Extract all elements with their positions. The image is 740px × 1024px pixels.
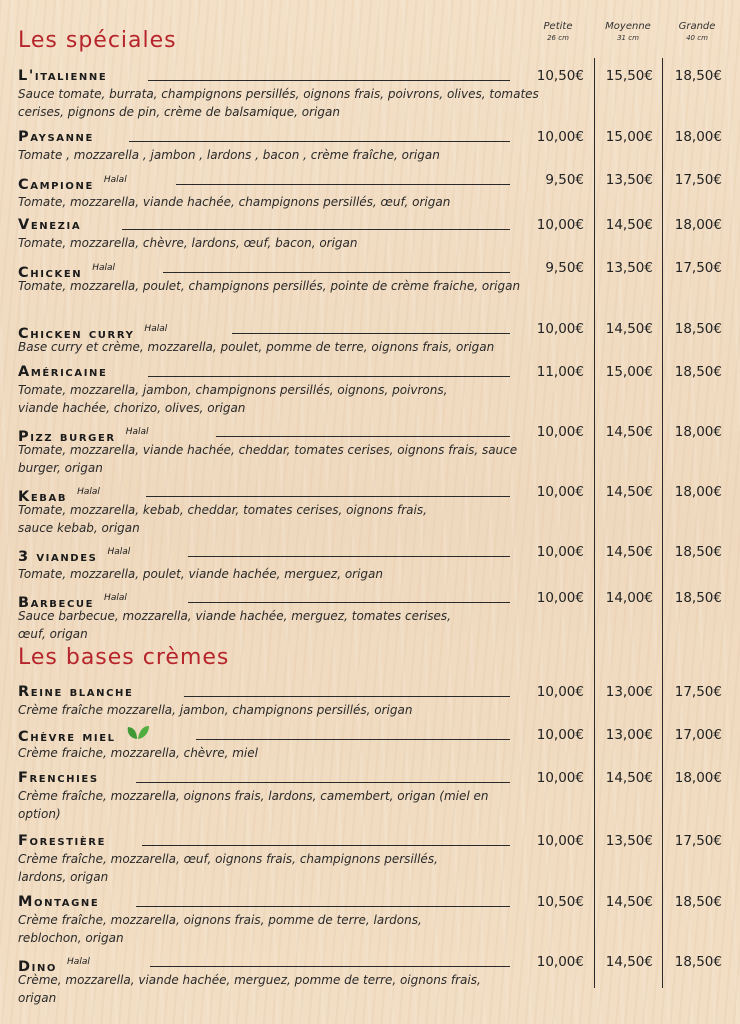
price-small: 9,50€	[545, 260, 584, 276]
price-medium: 14,50€	[605, 770, 653, 786]
price-large: 18,50€	[674, 68, 722, 84]
price-small: 10,50€	[536, 68, 584, 84]
item-description: Tomate, mozzarella, kebab, cheddar, tomates cerises, oignons frais, sauce kebab, origan	[18, 503, 427, 535]
halal-tag: Halal	[77, 487, 100, 497]
price-large: 17,00€	[674, 727, 722, 743]
halal-tag: Halal	[125, 427, 149, 437]
price-medium: 14,50€	[605, 424, 653, 440]
menu-item	[18, 215, 730, 253]
item-name: Barbecue $^{Halal}$	[18, 593, 127, 611]
size-header-large	[662, 22, 732, 43]
leader-line	[122, 229, 510, 230]
item-name: Montagne	[18, 894, 100, 910]
price-medium: 14,50€	[605, 894, 653, 910]
halal-tag: Halal	[103, 175, 127, 185]
price-large: 17,50€	[674, 172, 722, 188]
size-label: Petite	[543, 21, 573, 32]
leader-line	[176, 184, 510, 185]
leader-line	[188, 602, 510, 603]
item-description: Tomate, mozzarella, poulet, champignons persillés, pointe de crème fraiche, origan	[18, 279, 521, 293]
item-name: Chicken curry $^{Halal}$	[18, 324, 168, 342]
leader-line	[146, 496, 510, 497]
leader-line	[232, 333, 510, 334]
price-small: 10,00€	[536, 544, 584, 560]
price-large: 18,00€	[674, 770, 722, 786]
price-small: 9,50€	[545, 172, 584, 188]
price-large: 18,00€	[674, 217, 722, 233]
menu-item	[18, 831, 730, 886]
price-medium: 13,50€	[605, 172, 653, 188]
size-header-medium	[593, 22, 663, 43]
halal-tag: Halal	[144, 324, 168, 334]
menu-item	[18, 66, 730, 121]
item-description: Crème, mozzarella, viande hachée, merguez, pomme de terre, oignons frais, origan	[18, 973, 481, 1005]
price-medium: 13,50€	[605, 833, 653, 849]
price-large: 18,00€	[674, 424, 722, 440]
size-label: Grande	[678, 21, 716, 32]
halal-tag: Halal	[92, 263, 116, 273]
menu-item	[18, 892, 730, 947]
price-small: 11,00€	[536, 364, 584, 380]
leader-line	[196, 739, 510, 740]
item-name: Dino $^{Halal}$	[18, 957, 90, 975]
price-medium: 14,50€	[605, 484, 653, 500]
item-description: Base curry et crème, mozzarella, poulet, pomme de terre, oignons frais, origan	[18, 340, 495, 354]
item-description: Crème fraiche, mozzarella, chèvre, miel	[18, 746, 258, 760]
leader-line	[129, 141, 510, 142]
item-description: Tomate, mozzarella, jambon, champignons persillés, oignons, poivrons, viande hachée, chorizo, olives, origan	[18, 383, 448, 415]
price-large: 18,00€	[674, 129, 722, 145]
price-large: 18,50€	[674, 954, 722, 970]
price-large: 18,50€	[674, 544, 722, 560]
price-large: 18,50€	[674, 590, 722, 606]
item-description: Tomate, mozzarella, chèvre, lardons, œuf, bacon, origan	[18, 236, 358, 250]
leader-line	[216, 436, 510, 437]
price-large: 17,50€	[674, 684, 722, 700]
menu-item	[18, 542, 730, 584]
price-medium: 13,00€	[605, 684, 653, 700]
item-description: Tomate, mozzarella, viande hachée, champignons persillés, œuf, origan	[18, 195, 451, 209]
item-name: Venezia	[18, 217, 82, 233]
leader-line	[142, 845, 510, 846]
price-small: 10,00€	[536, 727, 584, 743]
price-medium: 14,50€	[605, 954, 653, 970]
item-description: Crème fraîche, mozzarella, œuf, oignons frais, champignons persillés, lardons, origan	[18, 852, 438, 884]
price-large: 17,50€	[674, 833, 722, 849]
price-large: 17,50€	[674, 260, 722, 276]
item-description: Crème fraîche mozzarella, jambon, champignons persillés, origan	[18, 703, 413, 717]
halal-tag: Halal	[67, 957, 90, 967]
menu-item	[18, 170, 730, 212]
item-name: Chicken $^{Halal}$	[18, 263, 116, 281]
leader-line	[136, 906, 510, 907]
price-small: 10,00€	[536, 770, 584, 786]
menu-item	[18, 682, 730, 720]
price-small: 10,00€	[536, 484, 584, 500]
price-small: 10,00€	[536, 684, 584, 700]
leaf-icon	[126, 725, 150, 746]
price-small: 10,00€	[536, 217, 584, 233]
price-medium: 14,50€	[605, 544, 653, 560]
section-title-specials: Les spéciales	[18, 28, 177, 53]
price-large: 18,00€	[674, 484, 722, 500]
leader-line	[136, 782, 510, 783]
leader-line	[148, 80, 510, 81]
price-large: 18,50€	[674, 894, 722, 910]
leader-line	[188, 556, 510, 557]
price-medium: 14,50€	[605, 217, 653, 233]
price-medium: 15,50€	[605, 68, 653, 84]
menu-item	[18, 482, 730, 537]
item-name: Paysanne	[18, 129, 94, 145]
menu-item	[18, 588, 730, 643]
size-header-small	[523, 22, 593, 43]
item-name: Reine blanche	[18, 684, 134, 700]
item-description: Tomate , mozzarella , jambon , lardons , bacon , crème fraîche, origan	[18, 148, 440, 162]
menu-item	[18, 127, 730, 165]
item-description: Tomate, mozzarella, poulet, viande hachée, merguez, origan	[18, 567, 384, 581]
menu-item	[18, 768, 730, 823]
price-medium: 15,00€	[605, 364, 653, 380]
menu-item	[18, 422, 730, 477]
size-label: Moyenne	[605, 21, 651, 32]
leader-line	[184, 696, 510, 697]
leader-line	[163, 272, 510, 273]
price-medium: 14,00€	[605, 590, 653, 606]
item-description: Crème fraîche, mozzarella, oignons frais, lardons, camembert, origan (miel en option)	[18, 789, 489, 821]
item-description: Sauce tomate, burrata, champignons persillés, oignons frais, poivrons, olives, tomates cerises, pignons de pin, crème de balsamique, origan	[18, 87, 539, 119]
item-name: 3 viandes $^{Halal}$	[18, 547, 131, 565]
menu-item	[18, 258, 730, 296]
price-small: 10,00€	[536, 833, 584, 849]
item-name: Pizz burger $^{Halal}$	[18, 427, 149, 445]
menu-item	[18, 362, 730, 417]
item-name: Campione $^{Halal}$	[18, 175, 127, 193]
item-name: L'italienne	[18, 68, 108, 84]
halal-tag: Halal	[107, 547, 131, 557]
item-name: Kebab $^{Halal}$	[18, 487, 100, 505]
leader-line	[150, 966, 510, 967]
item-name: Frenchies	[18, 770, 99, 786]
price-large: 18,50€	[674, 364, 722, 380]
price-medium: 15,00€	[605, 129, 653, 145]
price-medium: 13,50€	[605, 260, 653, 276]
item-name: Forestière	[18, 833, 107, 849]
item-description: Tomate, mozzarella, viande hachée, cheddar, tomates cerises, oignons frais, sauce burger, origan	[18, 443, 518, 475]
price-medium: 14,50€	[605, 321, 653, 337]
section-title-creams: Les bases crèmes	[18, 645, 230, 670]
price-small: 10,00€	[536, 590, 584, 606]
price-small: 10,00€	[536, 129, 584, 145]
menu-item	[18, 952, 730, 1007]
size-cm: 40 cm	[686, 34, 708, 42]
size-cm: 26 cm	[547, 34, 569, 42]
price-small: 10,00€	[536, 954, 584, 970]
item-name: Américaine	[18, 364, 108, 380]
price-large: 18,50€	[674, 321, 722, 337]
menu-item	[18, 319, 730, 357]
price-small: 10,00€	[536, 321, 584, 337]
size-cm: 31 cm	[617, 34, 639, 42]
halal-tag: Halal	[104, 593, 127, 603]
price-small: 10,50€	[536, 894, 584, 910]
menu-item	[18, 725, 730, 763]
item-description: Crème fraîche, mozzarella, oignons frais, pomme de terre, lardons, reblochon, origan	[18, 913, 422, 945]
item-description: Sauce barbecue, mozzarella, viande hachée, merguez, tomates cerises, œuf, origan	[18, 609, 451, 641]
price-small: 10,00€	[536, 424, 584, 440]
price-medium: 13,00€	[605, 727, 653, 743]
item-name: Chèvre miel	[18, 725, 150, 747]
leader-line	[148, 376, 510, 377]
